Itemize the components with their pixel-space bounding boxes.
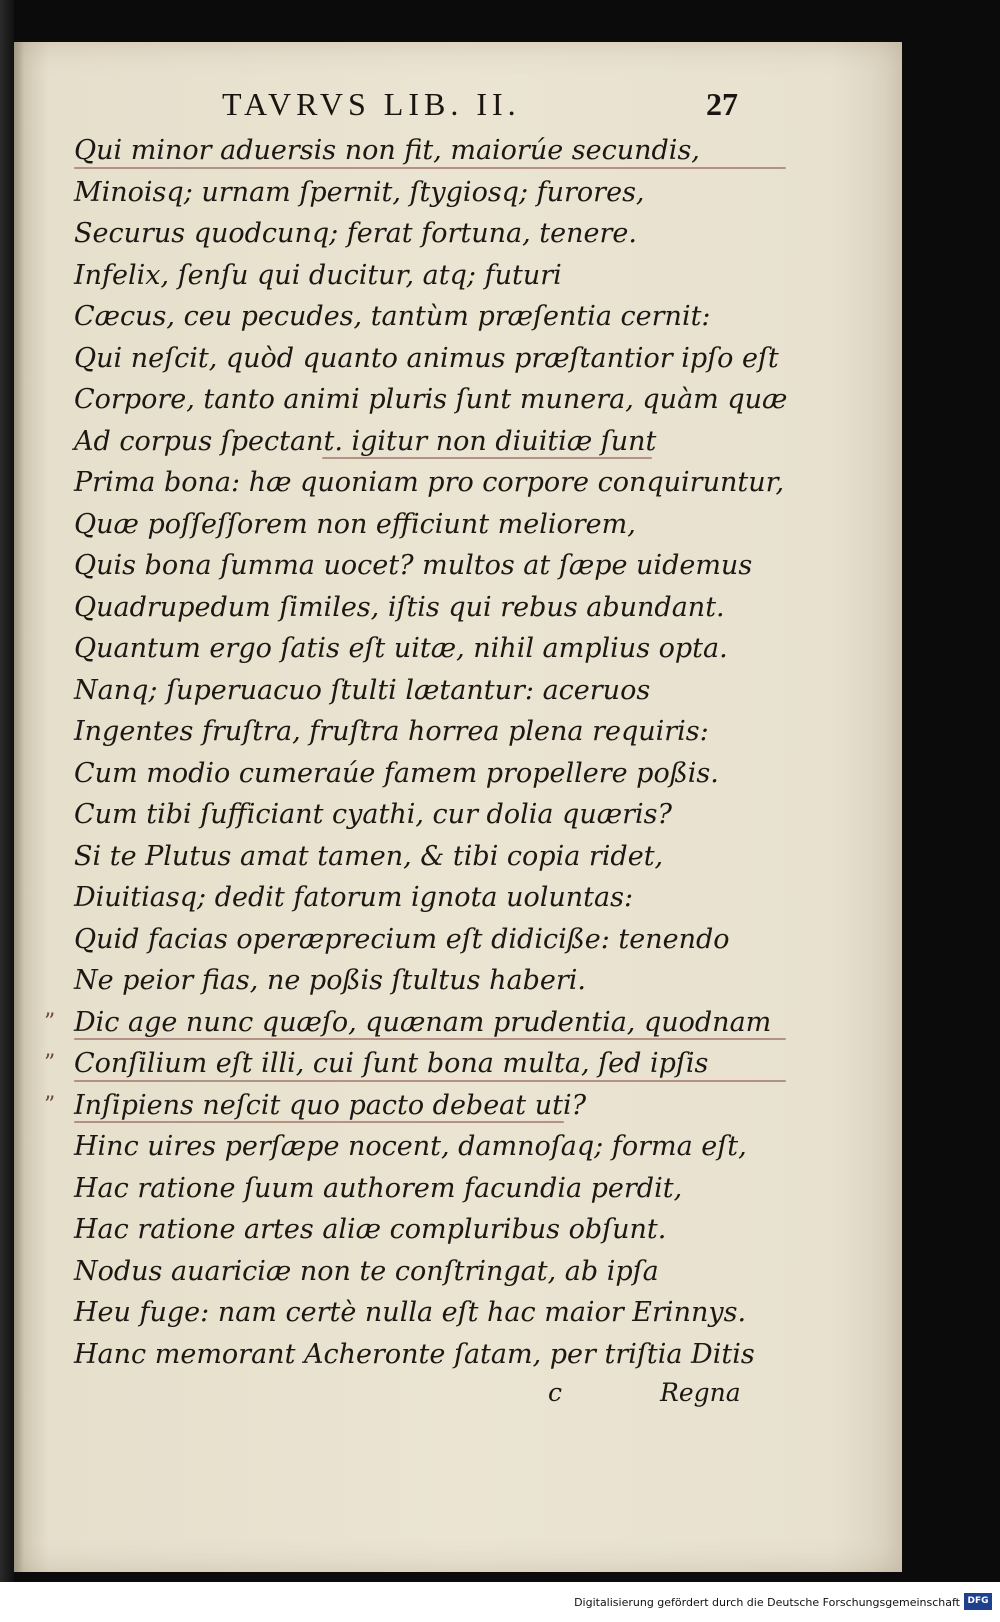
verse-body — [44, 130, 788, 1375]
verse-line: Nanq; ſuperuacuo ſtulti lætantur: aceruos — [74, 674, 651, 706]
verse-line: Quid facias operæprecium eſt didiciße: tenendo — [74, 923, 730, 955]
verse-line: Quis bona ſumma uocet? multos at ſæpe uidemus — [74, 550, 753, 581]
running-head: TAVRVS LIB. II. — [222, 86, 521, 122]
verse-line: Infelix, ſenſu qui ducitur, atq; futuri — [74, 259, 562, 291]
marginal-quote-mark: ” — [44, 1051, 56, 1076]
verse-line: Hanc memorant Acheronte ſatam, per triſtia Ditis — [74, 1338, 755, 1370]
signature-mark: c — [548, 1378, 563, 1407]
verse-line: Diuitiasq; dedit fatorum ignota uoluntas: — [74, 882, 634, 913]
verse-line: Qui neſcit, quòd quanto animus præſtantior ipſo eſt — [74, 342, 779, 374]
verse-line: Hac ratione artes aliæ compluribus obſunt. — [74, 1214, 667, 1245]
verse-line: Ingentes fruſtra, fruſtra horrea plena requiris: — [74, 716, 709, 747]
verse-line: Cum tibi ſufficiant cyathi, cur dolia quæris? — [74, 799, 672, 830]
verse-line: Prima bona: hæ quoniam pro corpore conquiruntur, — [74, 467, 785, 498]
verse-line: Securus quodcunq; ferat fortuna, tenere. — [74, 218, 637, 249]
verse-line: Ne peior fias, ne poßis ſtultus haberi. — [74, 965, 586, 996]
verse-line: Hinc uires perſæpe nocent, damnoſaq; forma eſt, — [74, 1131, 747, 1162]
verse-line: Minoisq; urnam ſpernit, ſtygiosq; furores, — [74, 176, 645, 208]
verse-line: ” Inſipiens neſcit quo pacto debeat uti? — [74, 1085, 774, 1127]
verse-line: Cæcus, ceu pecudes, tantùm præſentia cernit: — [74, 301, 711, 332]
verse-line: Nodus auariciæ non te conſtringat, ab ipſa — [74, 1255, 659, 1287]
dfg-logo-icon: DFG — [964, 1593, 992, 1610]
verse-line: Si te Plutus amat tamen, & tibi copia ridet, — [74, 840, 664, 872]
verse-line: Corpore, tanto animi pluris ſunt munera, quàm quæ — [74, 384, 788, 415]
verse-line: Quæ poſſeſſorem non efficiunt meliorem, — [74, 508, 636, 540]
verse-line: Qui minor aduersis non fit, maiorúe secundis, — [74, 130, 774, 172]
verse-line: Hac ratione ſuum authorem facundia perdit, — [74, 1172, 683, 1204]
page-number: 27 — [706, 86, 738, 122]
catchword: Regna — [660, 1378, 741, 1407]
verse-line: Quadrupedum ſimiles, iſtis qui rebus abundant. — [74, 591, 725, 623]
verse-line: Cum modio cumeraúe famem propellere poßis. — [74, 757, 719, 789]
page-gutter — [14, 42, 24, 1572]
verse-line: Heu fuge: nam certè nulla eſt hac maior Erinnys. — [74, 1297, 747, 1328]
digitization-footer — [0, 1582, 1000, 1622]
verse-line: ” Dic age nunc quæſo, quænam prudentia, quodnam — [74, 1002, 774, 1044]
marginal-quote-mark: ” — [44, 1092, 56, 1118]
verse-line: Ad corpus ſpectant. igitur non diuitiæ ſunt — [74, 421, 774, 463]
verse-line: ” Conſilium eſt illi, cui ſunt bona multa, ſed ipſis — [74, 1043, 774, 1085]
verse-line: Quantum ergo ſatis eſt uitæ, nihil amplius opta. — [74, 633, 728, 664]
book-spine-shadow — [0, 0, 14, 1582]
funding-credit: Digitalisierung gefördert durch die Deutsche Forschungsgemeinschaft — [574, 1596, 960, 1609]
marginal-quote-mark: ” — [44, 1009, 56, 1035]
